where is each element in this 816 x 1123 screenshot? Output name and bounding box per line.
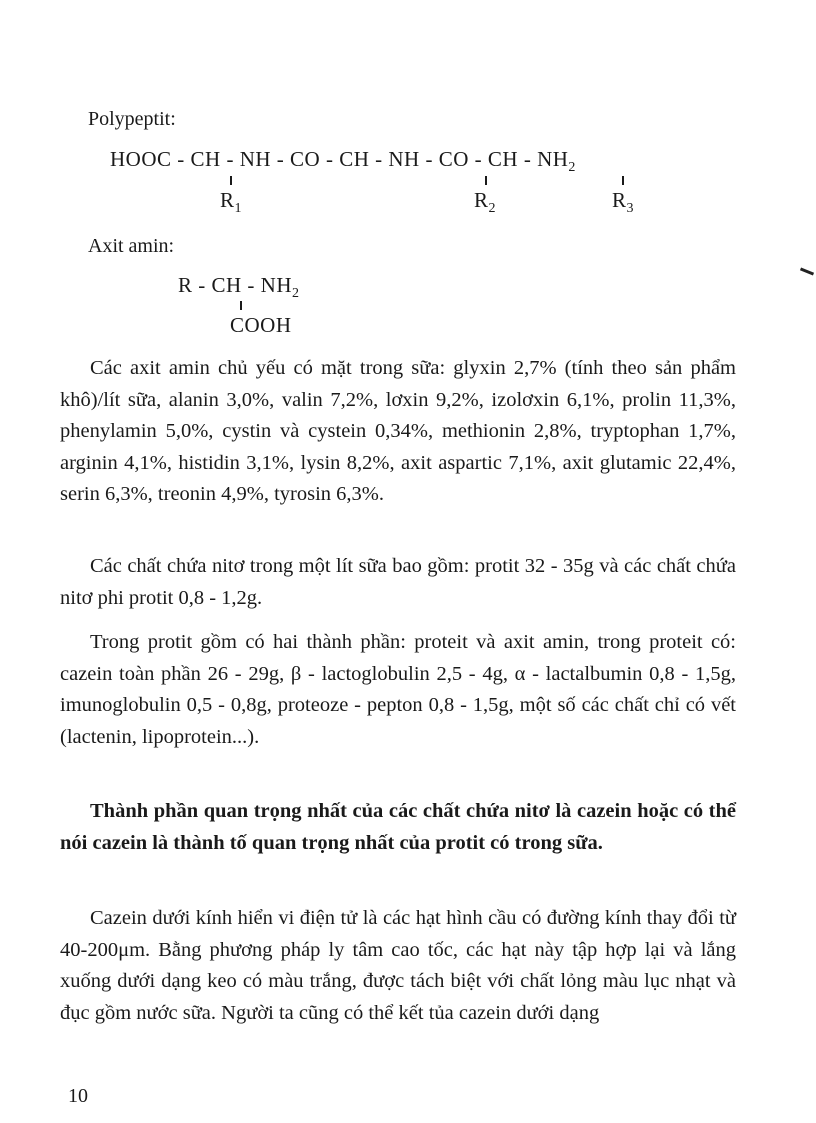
- chain-tail-subscript: 2: [568, 160, 576, 175]
- r-group-1: $R_1$: [220, 188, 243, 216]
- chain-part: -: [369, 147, 389, 171]
- r-group-2: $R_2$: [474, 188, 497, 216]
- bond-line: [230, 176, 232, 185]
- paragraph-amino-acids: Các axit amin chủ yếu có mặt trong sữa: glyxin 2,7% (tính theo sản phẩm khô)/lít sữa, alanin 3,0%, valin 7,2%, lơxin 9,2%, izolơxin 6,1%, prolin 11,3%, phenylamin 5,0%, cystin và cystein 0,34%, methionin 2,8%, tryptophan 1,7%, arginin 4,1%, histidin 3,1%, lysin 8,2%, axit aspartic 7,1%, axit glutamic 22,4%, serin 6,3%, treonin 4,9%, tyrosin 6,3%.: [60, 357, 736, 505]
- paragraph-cazein-structure: Cazein dưới kính hiển vi điện tử là các hạt hình cầu có đường kính thay đổi từ 40-200μm. Bằng phương pháp ly tâm cao tốc, các hạt này tập hợp lại và lắng xuống dưới dạng keo có màu trắng, được tách biệt với chất lỏng màu lục nhạt và đục gồm nước sữa. Người ta cũng có thể kết tủa cazein dưới dạng: [60, 907, 736, 1024]
- chain-ch-1: CH: [190, 147, 221, 171]
- chain-ch-2: CH: [339, 147, 370, 171]
- bond-line: [622, 176, 624, 185]
- r-group-3: $R_3$: [612, 188, 635, 216]
- chain-ch-3: CH: [487, 147, 519, 171]
- polypeptide-heading: Polypeptit:: [88, 108, 176, 130]
- chain-part: - NH - CO -: [220, 147, 340, 171]
- amino-acid-heading: Axit amin:: [88, 235, 175, 257]
- paragraph-protit: Trong protit gồm có hai thành phần: proteit và axit amin, trong proteit có: cazein toàn phần 26 - 29g, β - lactoglobulin 2,5 - 4g, α - lactalbumin 0,8 - 1,5g, imunoglobulin 0,5 - 0,8g, proteoze - pepton 0,8 - 1,5g, một số các chất chỉ có vết (lactenin, lipoprotein...).: [60, 631, 736, 748]
- page-number: 10: [68, 1085, 88, 1107]
- scan-mark: [800, 267, 814, 275]
- bond-line: [240, 301, 242, 310]
- chain-part: HOOC: [110, 147, 172, 171]
- polypeptide-formula: [110, 147, 576, 176]
- chain-part: -: [171, 147, 191, 171]
- chain-nh: NH: [388, 147, 420, 171]
- amino-acid-cooh: COOH: [230, 313, 292, 337]
- chain-part: - NH: [518, 147, 569, 171]
- paragraph-cazein-importance: Thành phần quan trọng nhất của các chất chứa nitơ là cazein hoặc có thể nói cazein là thành tố quan trọng nhất của protit có trong sữa.: [60, 800, 736, 854]
- chain-part: - CO -: [419, 147, 488, 171]
- amino-acid-formula: R - CH - $NH_2$: [178, 273, 300, 301]
- bond-line: [485, 176, 487, 185]
- paragraph-nitrogen: Các chất chứa nitơ trong một lít sữa bao gồm: protit 32 - 35g và các chất chứa nitơ phi protit 0,8 - 1,2g.: [60, 555, 736, 609]
